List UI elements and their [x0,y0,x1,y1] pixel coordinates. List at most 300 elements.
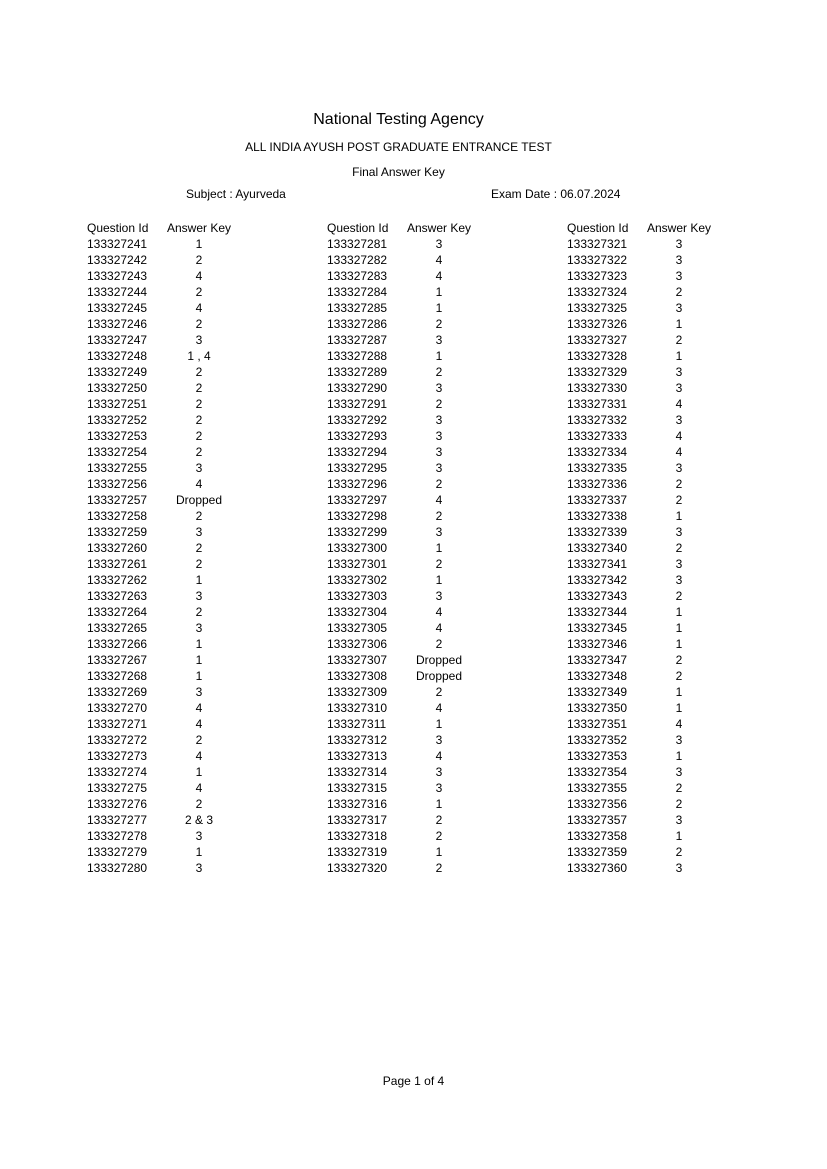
answer-key: 1 [195,765,203,779]
table-header [327,220,473,236]
question-id: 133327297 [327,493,388,507]
table-row [327,796,473,812]
table-row [327,284,473,300]
question-id: 133327331 [567,397,628,411]
answer-key: 2 [435,637,443,651]
table-row [327,716,473,732]
answer-key: 3 [435,525,443,539]
answer-key: 4 [195,477,203,491]
answer-key: 1 [435,285,443,299]
answer-key: 4 [195,781,203,795]
document-title: National Testing Agency [313,111,484,128]
question-id: 133327266 [87,637,148,651]
table-row [87,444,233,460]
answer-key: 3 [195,461,203,475]
table-row [327,444,473,460]
question-id: 133327359 [567,845,628,859]
answer-key: 1 [675,605,683,619]
answer-key: 1 [195,653,203,667]
table-row [567,332,713,348]
question-id: 133327272 [87,733,148,747]
answer-key: 2 [435,829,443,843]
table-row [327,668,473,684]
table-row [87,396,233,412]
answer-key: 3 [435,733,443,747]
question-id: 133327268 [87,669,148,683]
table-row [567,844,713,860]
question-id: 133327287 [327,333,388,347]
answer-key: 2 [195,541,203,555]
answer-key-header: Answer Key [406,221,472,235]
table-row [87,620,233,636]
question-id: 133327251 [87,397,148,411]
answer-key: 3 [675,525,683,539]
question-id: 133327278 [87,829,148,843]
answer-key: 4 [195,717,203,731]
table-row [567,684,713,700]
answer-key: 4 [435,269,443,283]
table-row [327,252,473,268]
question-id: 133327276 [87,797,148,811]
table-row [327,348,473,364]
question-id: 133327263 [87,589,148,603]
table-row [567,716,713,732]
table-row [567,764,713,780]
question-id: 133327353 [567,749,628,763]
question-id: 133327340 [567,541,628,555]
answer-key: 1 [675,829,683,843]
answer-key: 3 [435,333,443,347]
question-id: 133327323 [567,269,628,283]
question-id: 133327319 [327,845,388,859]
answer-key: 3 [195,525,203,539]
answer-key: 1 [195,637,203,651]
table-row [567,828,713,844]
table-row [87,812,233,828]
table-row [87,764,233,780]
question-id: 133327322 [567,253,628,267]
question-id: 133327357 [567,813,628,827]
answer-key: Dropped [175,493,223,507]
question-id: 133327293 [327,429,388,443]
table-row [567,812,713,828]
table-row [327,860,473,876]
answer-key: 4 [195,301,203,315]
question-id: 133327311 [327,717,387,731]
table-row [567,252,713,268]
question-id: 133327329 [567,365,628,379]
answer-key: 2 [435,365,443,379]
answer-key: 1 [435,797,443,811]
answer-key: 4 [435,605,443,619]
table-row [567,348,713,364]
question-id: 133327290 [327,381,388,395]
answer-key: 3 [195,589,203,603]
table-row [327,316,473,332]
table-row [567,380,713,396]
answer-key: 3 [675,269,683,283]
answer-key: 4 [675,397,683,411]
answer-key: 2 [675,653,683,667]
table-row [567,508,713,524]
question-id: 133327348 [567,669,628,683]
question-id: 133327291 [327,397,388,411]
question-id: 133327341 [567,557,628,571]
answer-key: 3 [195,333,203,347]
question-id: 133327339 [567,525,628,539]
answer-key: 1 [675,509,683,523]
question-id: 133327262 [87,573,148,587]
question-id: 133327248 [87,349,148,363]
answer-key: 2 [675,797,683,811]
question-id: 133327298 [327,509,388,523]
question-id: 133327299 [327,525,388,539]
table-row [327,764,473,780]
table-row [327,556,473,572]
table-row [327,620,473,636]
table-row [567,476,713,492]
question-id: 133327294 [327,445,388,459]
table-row [327,780,473,796]
table-row [327,684,473,700]
table-row [567,620,713,636]
table-row [567,732,713,748]
question-id: 133327279 [87,845,148,859]
table-row [567,524,713,540]
table-row [327,604,473,620]
question-id: 133327296 [327,477,388,491]
answer-key: 2 [195,509,203,523]
table-row [87,252,233,268]
question-id: 133327256 [87,477,148,491]
question-id: 133327343 [567,589,628,603]
answer-key: 4 [435,749,443,763]
answer-key: 2 [675,285,683,299]
answer-key: 2 [195,253,203,267]
answer-key: 3 [435,765,443,779]
question-id: 133327271 [87,717,148,731]
table-row [567,556,713,572]
question-id: 133327349 [567,685,628,699]
question-id: 133327320 [327,861,388,875]
answer-key: 2 [195,397,203,411]
question-id: 133327274 [87,765,148,779]
answer-key: 3 [435,413,443,427]
answer-key: 2 [675,781,683,795]
answer-key: 4 [675,445,683,459]
answer-key: 1 [675,637,683,651]
question-id: 133327247 [87,333,148,347]
answer-key: 3 [435,237,443,251]
table-row [87,636,233,652]
answer-key-header: Answer Key [646,221,712,235]
table-row [567,316,713,332]
table-row [567,604,713,620]
question-id: 133327292 [327,413,388,427]
table-row [567,412,713,428]
question-id: 133327282 [327,253,388,267]
answer-key: 2 [435,557,443,571]
table-row [87,844,233,860]
answer-key: 4 [195,749,203,763]
question-id: 133327259 [87,525,148,539]
table-row [567,572,713,588]
answer-table-column-1 [87,220,233,876]
answer-key: 4 [435,493,443,507]
answer-key: 2 [675,845,683,859]
answer-key: 2 [435,861,443,875]
table-row [567,444,713,460]
question-id: 133327242 [87,253,148,267]
answer-key: 3 [195,861,203,875]
table-row [327,732,473,748]
answer-key: 1 [195,237,203,251]
table-row [87,700,233,716]
table-row [567,364,713,380]
question-id: 133327264 [87,605,148,619]
table-row [87,556,233,572]
answer-key: 1 [675,349,683,363]
answer-key: 2 [195,285,203,299]
answer-key: 4 [675,429,683,443]
answer-key: 2 [195,445,203,459]
question-id: 133327332 [567,413,628,427]
table-row [87,828,233,844]
table-row [87,412,233,428]
answer-key: 4 [435,621,443,635]
question-id: 133327355 [567,781,628,795]
table-row [327,236,473,252]
question-id: 133327337 [567,493,628,507]
question-id: 133327277 [87,813,148,827]
table-row [87,508,233,524]
table-row [327,268,473,284]
table-row [567,540,713,556]
answer-key: 3 [195,621,203,635]
answer-key: 3 [675,861,683,875]
question-id-header: Question Id [567,221,629,235]
answer-key: 2 [435,813,443,827]
answer-key: 1 , 4 [187,349,211,363]
question-id: 133327354 [567,765,628,779]
table-row [87,316,233,332]
table-row [87,540,233,556]
table-row [87,268,233,284]
question-id: 133327315 [327,781,388,795]
table-row [87,524,233,540]
question-id: 133327244 [87,285,148,299]
question-id: 133327316 [327,797,388,811]
table-row [567,268,713,284]
answer-key: 2 [675,477,683,491]
answer-key: 2 [675,669,683,683]
table-row [327,828,473,844]
question-id: 133327243 [87,269,148,283]
answer-key: 2 [195,413,203,427]
table-row [327,332,473,348]
question-id: 133327305 [327,621,388,635]
question-id: 133327334 [567,445,628,459]
answer-key: 3 [675,381,683,395]
question-id: 133327249 [87,365,148,379]
answer-key: 4 [435,253,443,267]
answer-table-column-2 [327,220,473,876]
answer-key: 3 [675,301,683,315]
table-row [87,476,233,492]
table-row [87,860,233,876]
answer-key: 2 [435,685,443,699]
question-id: 133327324 [567,285,628,299]
table-row [87,348,233,364]
question-id: 133327254 [87,445,148,459]
table-row [87,236,233,252]
question-id: 133327285 [327,301,388,315]
table-row [87,652,233,668]
answer-key: 1 [195,845,203,859]
question-id: 133327351 [567,717,628,731]
answer-key: 3 [675,813,683,827]
table-row [87,684,233,700]
question-id: 133327352 [567,733,628,747]
table-row [327,652,473,668]
table-row [327,700,473,716]
answer-key: 3 [435,589,443,603]
answer-key: 3 [195,829,203,843]
question-id: 133327255 [87,461,148,475]
question-id: 133327306 [327,637,388,651]
answer-key: 1 [435,717,443,731]
question-id: 133327360 [567,861,628,875]
table-row [567,636,713,652]
table-row [87,748,233,764]
table-row [567,428,713,444]
question-id: 133327301 [327,557,388,571]
table-row [327,588,473,604]
question-id: 133327241 [87,237,148,251]
answer-key: 2 [435,477,443,491]
page-number: Page 1 of 4 [382,1074,445,1088]
answer-key-type: Final Answer Key [352,165,445,179]
question-id: 133327281 [327,237,388,251]
table-row [327,540,473,556]
table-row [327,524,473,540]
question-id: 133327252 [87,413,148,427]
answer-key: 1 [195,573,203,587]
question-id: 133327326 [567,317,628,331]
answer-key: Dropped [415,669,463,683]
table-row [327,396,473,412]
table-row [327,476,473,492]
question-id: 133327345 [567,621,628,635]
question-id: 133327321 [567,237,628,251]
table-row [327,380,473,396]
answer-key: 2 [675,589,683,603]
answer-key: 1 [675,621,683,635]
table-row [327,412,473,428]
table-row [87,668,233,684]
answer-key: 1 [435,349,443,363]
question-id: 133327314 [327,765,388,779]
table-row [327,636,473,652]
table-row [87,588,233,604]
answer-key: 3 [675,365,683,379]
question-id: 133327261 [87,557,148,571]
question-id: 133327330 [567,381,628,395]
answer-key: 4 [195,269,203,283]
table-row [327,572,473,588]
question-id: 133327253 [87,429,148,443]
answer-key: 4 [435,701,443,715]
answer-key: 3 [435,381,443,395]
question-id: 133327318 [327,829,388,843]
question-id: 133327246 [87,317,148,331]
table-row [567,796,713,812]
question-id: 133327303 [327,589,388,603]
question-id: 133327335 [567,461,628,475]
answer-key: 2 [195,381,203,395]
answer-key: 2 [195,429,203,443]
table-row [327,300,473,316]
table-row [87,780,233,796]
answer-key: 3 [195,685,203,699]
table-row [327,460,473,476]
question-id: 133327308 [327,669,388,683]
question-id: 133327350 [567,701,628,715]
answer-key: 3 [675,765,683,779]
answer-key: 1 [675,749,683,763]
table-row [567,780,713,796]
answer-key-header: Answer Key [166,221,232,235]
question-id: 133327328 [567,349,628,363]
table-row [87,300,233,316]
answer-key: 2 [435,397,443,411]
answer-key: 2 [195,733,203,747]
table-row [567,860,713,876]
table-row [567,284,713,300]
table-header [567,220,713,236]
answer-key: 1 [675,685,683,699]
answer-key: 3 [675,573,683,587]
answer-key: 3 [675,557,683,571]
question-id: 133327347 [567,653,628,667]
question-id: 133327284 [327,285,388,299]
table-row [87,492,233,508]
table-row [327,748,473,764]
exam-name: ALL INDIA AYUSH POST GRADUATE ENTRANCE TEST [245,140,552,154]
table-row [327,364,473,380]
question-id: 133327338 [567,509,628,523]
answer-key: 3 [675,253,683,267]
answer-key: 2 [195,317,203,331]
answer-key: 2 [675,333,683,347]
question-id-header: Question Id [87,221,149,235]
question-id: 133327336 [567,477,628,491]
answer-key: 2 [435,509,443,523]
table-row [327,844,473,860]
question-id: 133327302 [327,573,388,587]
answer-key: 3 [675,413,683,427]
answer-table-column-3 [567,220,713,876]
table-row [87,604,233,620]
table-row [567,700,713,716]
answer-key: 2 [435,317,443,331]
answer-key: 4 [195,701,203,715]
answer-key: 3 [675,237,683,251]
question-id: 133327265 [87,621,148,635]
answer-key: 3 [435,781,443,795]
question-id: 133327325 [567,301,628,315]
answer-key: 3 [435,445,443,459]
